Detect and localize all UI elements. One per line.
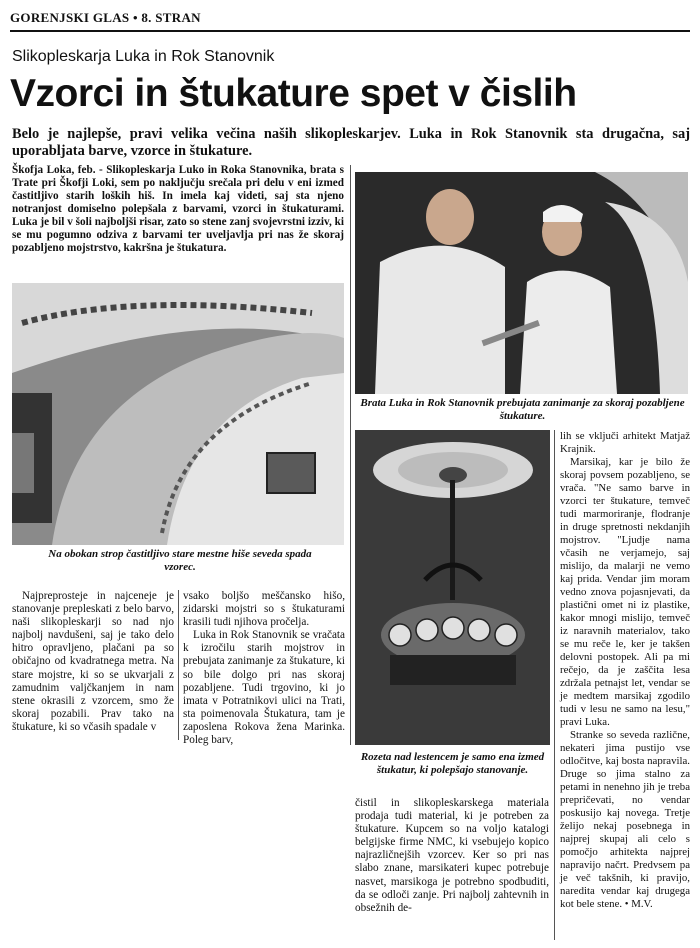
column-rule [350,165,351,745]
caption-ceiling: Na obokan strop častitljivo stare mestne hiše seveda spada vzorec. [48,548,312,573]
brothers-photo [355,172,688,394]
paragraph: Marsikaj, kar je bilo že skoraj povsem pozabljeno, se vrača. "Ne samo barve in vzorci ter štukature, temveč tudi marmoriranje, flodranje in druge spretnosti nekdanjih mojstrov. "Ljudje nama včasih ne verjamejo, saj mislijo, da malarji ne vemo kaj prida. Vendar jim moram vedno znova pojasnjevati, da plastični omet ni iz plastike, kakor mnogi mislijo, temveč iz naravnih materialov, tako se mu reče le, ker je takšen delovni postopek. Ali pa mi rečejo, da je zaščita lesa zdržala petnajst let, vendar se je medtem marsikaj zgodilo tudi v lesu ne samo na lesu," pravi Luka. [560,456,690,728]
headline: Vzorci in štukature spet v čislih [10,72,577,115]
masthead-rule [10,30,690,32]
paragraph: vsako boljšo meščansko hišo, zidarski mojstri so s štukaturami krasili tudi njihova pročelja. [183,590,345,629]
caption-brothers: Brata Luka in Rok Stanovnik prebujata zanimanje za skoraj pozabljene štukature. [360,397,685,422]
ceiling-photo [12,283,344,545]
paragraph: Stranke so seveda različne, nekateri jima pustijo vse odločitve, kaj bosta napravila. Druge so jima stalno za petami in nenehno jih je treba prepričevati, no vendar poskusijo kaj novega. Tretje želijo nekaj posebnega in najprej skupaj ali celo s pomočjo arhitekta najprej napravijo načrt. Predvsem pa je več takšnih, ki pravijo, naredita vendar kaj drugega kot bele stene. • M.V. [560,729,690,910]
column-rule [554,430,555,940]
paragraph: Luka in Rok Stanovnik se vračata k izročilu starih mojstrov in prebujata zanimanje za štukature, ki so bile dolgo pri nas skoraj pozabljene. Tudi trgovino, ki jo imata v Potratnikovi ulici na Trati, sta poimenovala Štukatura, tam je zaposlena Rokova žena Marinka. Poleg barv, [183,629,345,747]
paragraph: lih se vključi arhitekt Matjaž Krajnik. [560,430,690,455]
kicker: Slikopleskarja Luka in Rok Stanovnik [12,48,275,65]
intro-paragraph: Škofja Loka, feb. - Slikopleskarja Luko in Roka Stanovnika, brata s Trate pri Škofji Loki, sem po naključju srečala pri delu v eni izmed častitljivo starih loških hiš. In imela kaj videti, saj sta njeno notranjost domiselno polepšala z barvami, vzorci in štukaturami. Luka je bil v šoli najboljši risar, zato so stene zanj svojevrstni izziv, ki se mu pogumno odziva z barvami ter uveljavlja pri nas že skoraj pozabljeno mojstrstvo, kakršna je štukatura. [12,164,344,254]
column-rule [178,590,179,740]
body-column-2 [183,590,345,747]
caption-rosette: Rozeta nad lestencem je samo ena izmed štukatur, ki polepšajo stanovanje. [360,751,545,776]
body-column-1 [12,590,174,734]
paragraph: Najpreprosteje in najceneje je stanovanje prepleskati z belo barvo, naši slikopleskarji so nad njo najbolj navdušeni, saj je tako delo hitro opravljeno, plačani pa so običajno od kvadratnega metra. Na stare mojstre, ki so se ukvarjali z zamudnim valjčkanjem in nam stene okrasili z vzorcem, smo že skoraj pozabili. Prav tako na štukature, ki so včasih spadale v [12,590,174,733]
rosette-photo [355,430,550,745]
masthead: GORENJSKI GLAS • 8. STRAN [10,10,201,25]
paragraph: čistil in slikopleskarskega materiala prodaja tudi material, ki je potreben za štukature. Kupcem so na voljo katalogi belgijske firme NMC, ki vsebujejo kopico najrazličnejših vzorcev. Ker so pri nas slabo znane, marsikateri kupec potrebuje nasvet, marsikoga je potrebno spodbuditi, da se odloči zanje. Pri najbolj zahtevnih in obsežnih de- [355,797,549,914]
lead-paragraph: Belo je najlepše, pravi velika večina naših slikopleskarjev. Luka in Rok Stanovnik sta drugačna, saj uporabljata barve, vzorce in štukature. [12,126,690,159]
body-column-3 [355,797,549,915]
body-column-4 [560,430,690,911]
